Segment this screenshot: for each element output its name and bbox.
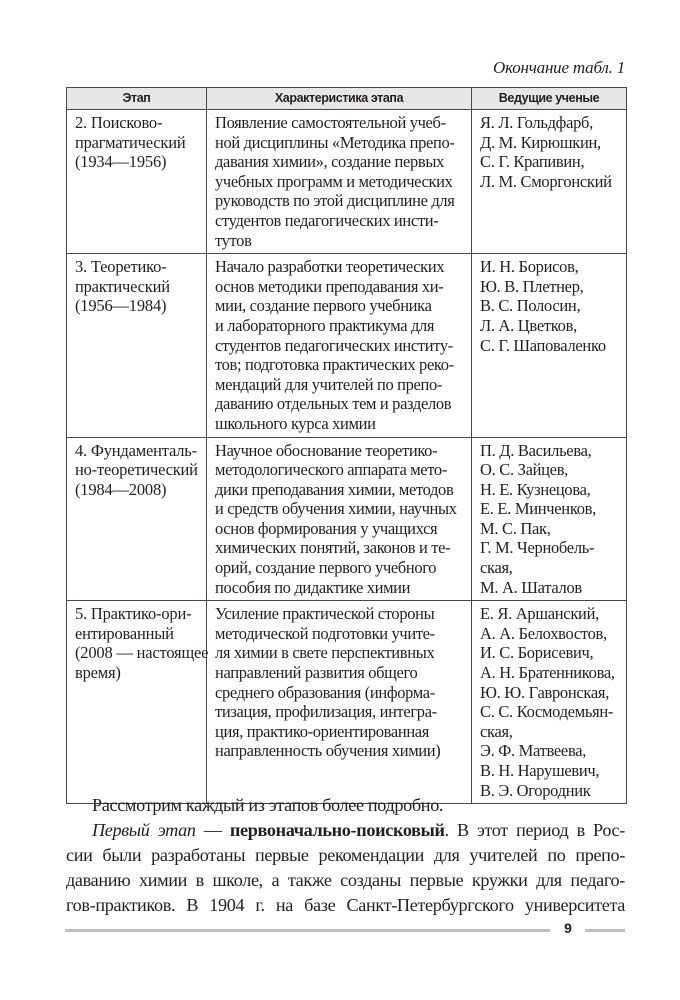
description-line: тутов [215,230,252,250]
description-line: Появление самостоятельной учеб- [215,113,446,132]
description-line: ля химии в свете перспективных [215,643,435,663]
paragraph-line: сии были разработаны первые рекомендации для учителей по препо- [66,845,625,865]
stage-cell [67,110,207,254]
table-row [67,254,627,437]
dash: — [195,820,230,840]
stages-table [66,87,627,804]
scientists-line: Л. А. Цветков, [480,315,577,335]
description-line: Научное обоснование теоретико- [215,440,438,460]
description-cell [207,601,472,804]
description-line: Начало разработки теоретических [215,257,445,277]
description-line: студентов педагогических институ- [215,335,453,355]
bold-term: первоначально-поисковый [229,820,445,840]
paragraph-intro [66,793,625,818]
description-line: дики преподавания химии, методов [215,479,454,499]
description-line: мендаций для учителей по препо- [215,374,443,394]
description-line: Усиление практической стороны [215,604,435,624]
description-line: руководств по этой дисциплине для [215,191,455,211]
description-line: направлений развития общего [215,663,418,683]
scientists-line: Н. Е. Кузнецова, [480,479,591,499]
scientists-line: В. С. Полосин, [480,296,581,316]
footer-rule-left [65,929,550,932]
scientists-line: С. С. Космодемьян- [480,702,614,722]
scientists-line: В. Э. Огородник [480,780,591,800]
stage-line: 3. Теоретико- [75,257,167,277]
scientists-cell [472,601,627,804]
header-stage: Этап [67,88,207,110]
scientists-line: Д. М. Кирюшкин, [480,132,601,152]
description-line: ция, практико-ориентированная [215,721,430,741]
scientists-line: А. Н. Братенникова, [480,663,615,683]
description-line: методической подготовки учите- [215,623,435,643]
scientists-line: Ю. Ю. Гавронская, [480,682,610,702]
description-line: тов; подготовка практических реко- [215,355,454,375]
paragraph-first-stage [66,818,625,918]
table-row [67,601,627,804]
description-line: химических понятий, законов и те- [215,538,451,558]
table-header-row [67,88,627,110]
stage-line: 2. Поисково- [75,113,163,132]
stage-cell [67,601,207,804]
stage-line: 5. Практико-ори- [75,604,192,624]
paragraph-line: даванию химии в школе, а также созданы первые кружки для педаго- [66,870,625,890]
scientists-cell [472,110,627,254]
description-cell [207,437,472,601]
description-line: тизация, профилизация, интегра- [215,702,437,722]
description-line: пособия по дидактике химии [215,577,411,597]
scientists-line: И. С. Борисевич, [480,643,594,663]
table-caption: Окончание табл. 1 [493,58,625,77]
description-line: и лабораторного практикума для [215,315,435,335]
scientists-line: О. С. Зайцев, [480,460,569,480]
description-line: орий, создание первого учебного [215,558,437,578]
paragraph-line: гов-практиков. В 1904 г. на базе Санкт-Петербургского университета [66,895,625,915]
description-line: школьного курса химии [215,413,376,433]
stage-line: ентированный [75,623,174,643]
scientists-line: М. С. Пак, [480,518,551,538]
description-line: давания химии», создание первых [215,152,444,172]
scientists-line: В. Н. Нарушевич, [480,761,600,780]
scientists-line: Э. Ф. Матвеева, [480,741,587,761]
stage-line: 4. Фундаменталь- [75,440,197,460]
scientists-line: С. Г. Крапивин, [480,152,585,172]
stage-line: (1934—1956) [75,152,167,172]
description-line: направленность обучения химии) [215,741,441,761]
scientists-cell [472,437,627,601]
stage-line: (2008 — настоящее [75,643,209,663]
scientists-line: Г. М. Чернобель- [480,538,595,558]
stage-cell [67,254,207,437]
description-line: основ методики преподавания хи- [215,276,444,296]
description-line: учебных программ и методических [215,171,453,191]
stage-cell [67,437,207,601]
footer-rule-right [585,929,625,932]
scientists-line: Л. М. Сморгонский [480,171,612,191]
page-number: 9 [564,920,572,936]
stage-line: время) [75,663,121,683]
stage-line: (1984—2008) [75,479,167,499]
table-row [67,437,627,601]
scientists-line: Е. Я. Аршанский, [480,604,599,624]
description-cell [207,110,472,254]
scientists-line: ская, [480,721,513,741]
scientists-line: Ю. В. Плетнер, [480,276,584,296]
description-cell [207,254,472,437]
description-line: среднего образования (информа- [215,682,435,702]
scientists-cell [472,254,627,437]
header-scientists: Ведущие ученые [472,88,627,110]
scientists-line: И. Н. Борисов, [480,257,579,277]
scientists-line: Е. Е. Минченков, [480,499,596,519]
stage-line: прагматический [75,132,186,152]
table-row [67,110,627,254]
description-line: и средств обучения химии, научных [215,499,457,519]
description-line: ной дисциплины «Методика препо- [215,132,455,152]
body-text [66,793,625,918]
paragraph-line [66,818,625,843]
scientists-line: П. Д. Васильева, [480,440,592,460]
header-characteristic: Характеристика этапа [207,88,472,110]
stage-line: практический [75,276,170,296]
paragraph-intro-text: Рассмотрим каждый из этапов более подробно. [92,795,444,815]
scientists-line: М. А. Шаталов [480,577,582,597]
description-line: даванию отдельных тем и разделов [215,394,452,414]
italic-lead: Первый этап [92,820,196,840]
description-line: мии, создание первого учебника [215,296,432,316]
description-line: методологического аппарата мето- [215,460,447,480]
description-line: основ формирования у учащихся [215,518,438,538]
scientists-line: С. Г. Шаповаленко [480,335,606,355]
scientists-line: А. А. Белохвостов, [480,623,607,643]
line-rest: . В этот период в Рос- [444,820,625,840]
description-line: студентов педагогических инсти- [215,210,439,230]
stage-line: но-теоретический [75,460,198,480]
scientists-line: Я. Л. Гольдфарб, [480,113,593,132]
stage-line: (1956—1984) [75,296,167,316]
scientists-line: ская, [480,558,513,578]
